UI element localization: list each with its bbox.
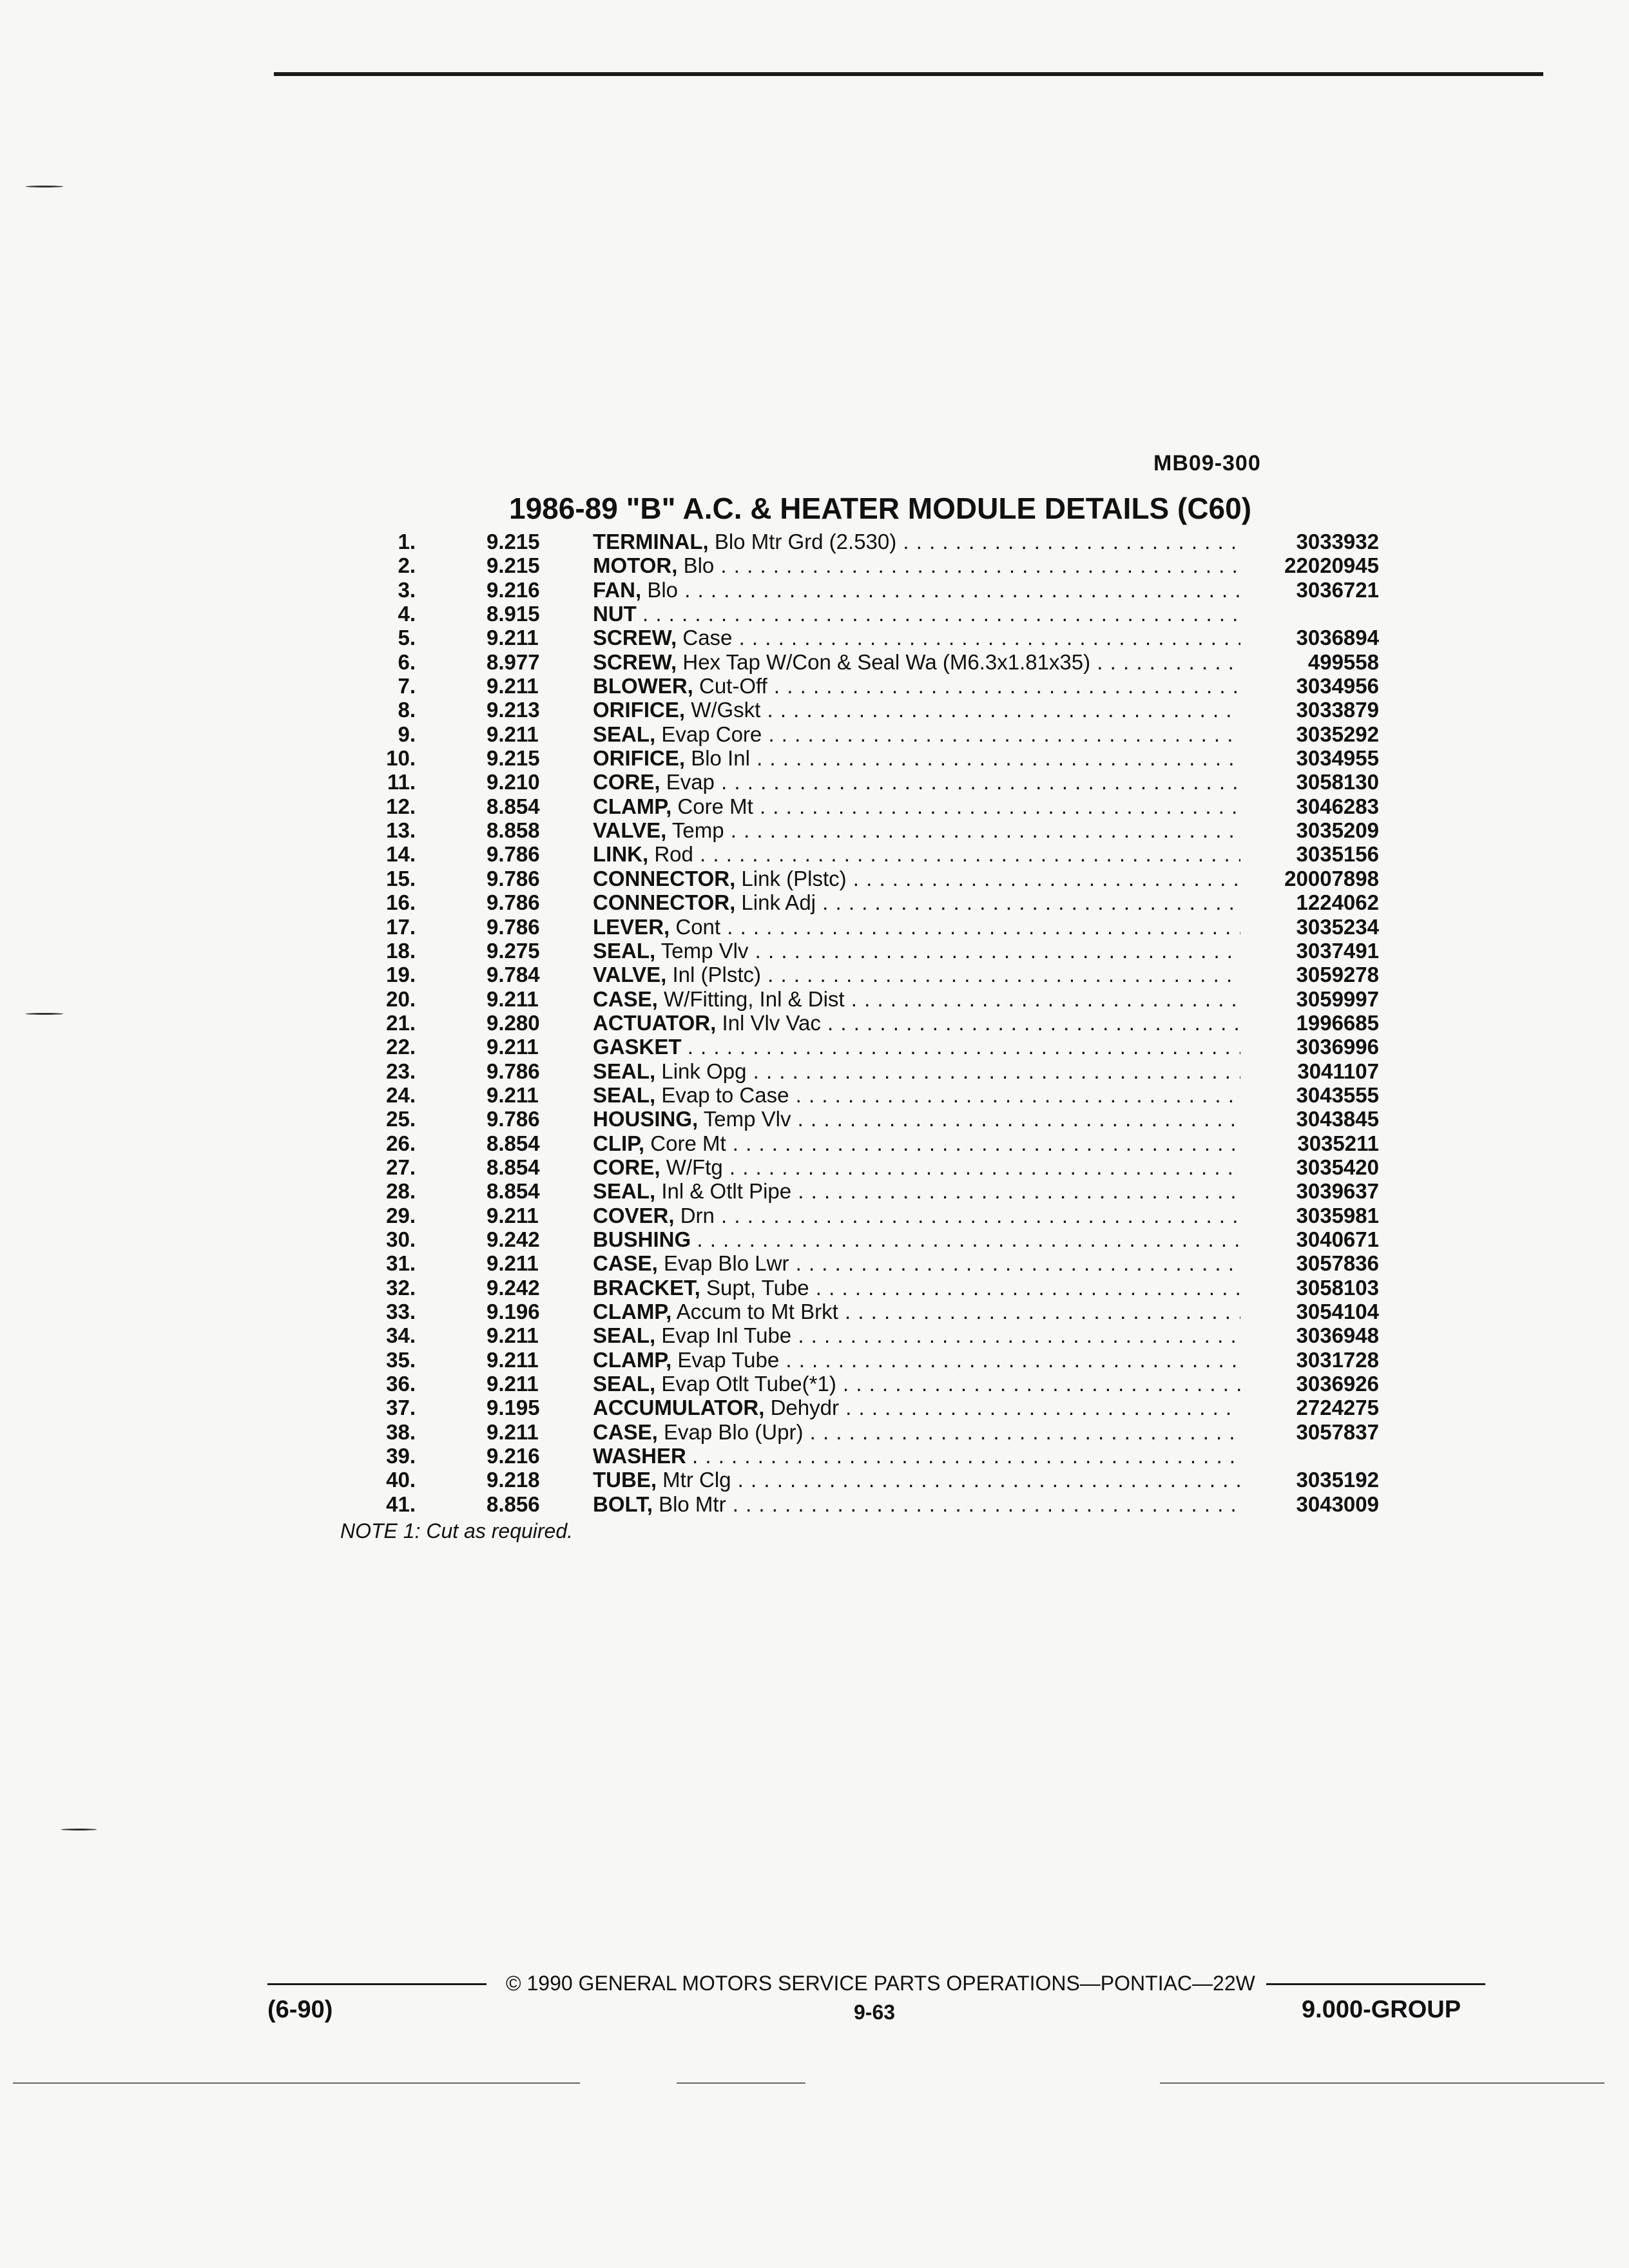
item-number: 7. [398,674,416,698]
item-description [593,746,1240,770]
group-number: 9.218 [487,1468,540,1492]
group-number: 9.211 [487,1082,539,1107]
part-number: 3036996 [1296,1035,1379,1059]
reference-code: MB09-300 [1153,451,1261,476]
item-noun: SCREW, [593,649,677,674]
part-number: 3036721 [1296,577,1379,602]
item-number: 13. [386,818,416,843]
group-number: 9.216 [487,1444,540,1468]
item-description [593,1155,1240,1179]
list-item [335,553,1379,577]
item-description [593,1323,1240,1347]
item-number: 20. [386,986,416,1011]
item-number: 18. [386,938,416,963]
item-noun: SEAL, [593,722,656,746]
copyright-line: © 1990 GENERAL MOTORS SERVICE PARTS OPERATIONS—PONTIAC—22W [506,1972,1255,1995]
part-number: 3059278 [1296,963,1379,987]
item-noun: ORIFICE, [593,698,686,722]
group-number: 8.854 [487,1155,540,1179]
item-detail: Evap Blo Lwr [664,1251,789,1276]
list-item [335,1276,1379,1300]
group-number: 9.211 [487,626,539,650]
item-detail: Blo [647,577,679,602]
bottom-rule-right [1160,2082,1605,2084]
item-description [593,698,1240,722]
part-number: 1224062 [1296,890,1379,915]
item-description [593,1227,1240,1251]
list-item [335,698,1379,722]
item-description [593,770,1240,794]
item-detail: Link (Plstc) [741,866,847,890]
item-noun: SEAL, [593,1082,656,1107]
item-number: 4. [398,602,416,626]
item-number: 36. [386,1372,416,1396]
list-item [335,1323,1379,1347]
item-number: 26. [386,1131,416,1155]
item-noun: CONNECTOR, [593,866,736,890]
list-item [335,530,1379,553]
item-detail: Temp [671,818,724,843]
item-number: 3. [398,577,416,602]
list-item [335,1444,1379,1468]
list-item [335,626,1379,649]
item-description [593,1372,1240,1396]
item-description [593,1107,1240,1131]
list-item [335,794,1379,818]
item-noun: COVER, [593,1203,675,1227]
item-number: 24. [386,1082,416,1107]
item-description [593,794,1240,818]
item-description [593,722,1240,746]
group-number: 9.213 [487,698,540,722]
part-number: 3033932 [1296,530,1379,553]
group-number: 9.786 [487,1107,540,1131]
item-noun: GASKET [593,1035,682,1059]
group-number: 8.854 [487,1179,540,1204]
item-noun: BUSHING [593,1227,691,1251]
part-number: 3035981 [1296,1203,1379,1227]
item-detail: Case [682,626,733,650]
bottom-rule-mid [677,2082,805,2084]
group-label: 9.000-GROUP [1302,1996,1461,2023]
footer-right-rule [1266,1983,1485,1985]
item-number: 19. [386,963,416,987]
item-noun: CLAMP, [593,794,672,818]
list-item [335,1492,1379,1516]
part-number: 3033879 [1296,698,1379,722]
part-number: 2724275 [1296,1396,1379,1420]
item-number: 17. [386,914,416,939]
item-detail: Temp Vlv [703,1107,791,1131]
item-noun: ACCUMULATOR, [593,1396,765,1420]
group-number: 9.275 [487,938,540,963]
item-detail: Evap Tube [677,1347,780,1372]
scan-mark [26,186,63,187]
item-description [593,1348,1240,1372]
item-description [593,1011,1240,1035]
list-item [335,1251,1379,1275]
part-number: 3057836 [1296,1251,1379,1276]
item-noun: SEAL, [593,1179,656,1204]
part-number: 3036926 [1296,1372,1379,1396]
part-number: 3043845 [1296,1107,1379,1131]
part-number: 1996685 [1296,1010,1379,1035]
group-number: 9.784 [487,963,540,987]
group-number: 8.854 [487,1131,540,1155]
item-description [593,1251,1240,1275]
item-description [593,1083,1240,1107]
item-detail: Mtr Clg [662,1468,731,1492]
list-item [335,1011,1379,1035]
part-number: 3037491 [1296,938,1379,963]
group-number: 8.856 [487,1492,540,1516]
item-detail: W/Fitting, Inl & Dist [664,986,845,1011]
item-description [593,602,1240,626]
item-description [593,553,1240,577]
item-noun: BLOWER, [593,674,693,698]
item-noun: CORE, [593,1155,660,1179]
part-number: 3058130 [1296,770,1379,794]
item-description [593,842,1240,866]
part-number: 3057837 [1296,1419,1379,1444]
item-number: 40. [386,1468,416,1492]
item-description [593,1276,1240,1300]
item-noun: TERMINAL, [593,530,709,553]
group-number: 9.195 [487,1396,540,1420]
item-description [593,818,1240,842]
item-number: 2. [398,553,416,578]
group-number: 9.786 [487,842,540,867]
item-detail: Cut-Off [699,674,767,698]
item-detail: Accum to Mt Brkt [676,1300,838,1323]
scan-mark [61,1829,97,1831]
list-item [335,1035,1379,1059]
item-noun: CASE, [593,1251,658,1276]
item-noun: SEAL, [593,1059,656,1083]
part-number: 3054104 [1296,1300,1379,1323]
item-number: 27. [386,1155,416,1179]
item-detail: Evap [666,770,715,794]
group-number: 9.196 [487,1300,540,1323]
part-number: 3035156 [1296,842,1379,867]
group-number: 9.211 [487,1372,539,1396]
part-number: 3043555 [1296,1082,1379,1107]
part-number: 3035211 [1297,1131,1379,1155]
item-detail: Blo Inl [691,746,750,771]
item-noun: ORIFICE, [593,746,686,771]
list-item [335,578,1379,602]
part-number: 499558 [1307,649,1379,674]
item-description [593,1444,1240,1468]
item-noun: NUT [593,602,637,626]
item-number: 29. [386,1203,416,1227]
part-number: 3058103 [1296,1275,1379,1300]
item-noun: CASE, [593,1419,658,1444]
item-noun: FAN, [593,577,642,602]
group-number: 8.915 [487,602,540,626]
item-description [593,1396,1240,1419]
item-detail: Inl & Otlt Pipe [661,1179,792,1204]
item-description [593,1468,1240,1492]
item-number: 11. [387,770,416,794]
item-number: 15. [386,866,416,890]
part-number: 3036894 [1296,626,1379,650]
list-item [335,1131,1379,1155]
item-description [593,530,1240,553]
item-number: 22. [386,1035,416,1059]
list-item [335,1107,1379,1131]
group-number: 9.211 [487,674,539,698]
part-number: 22020945 [1284,553,1379,578]
list-item [335,915,1379,939]
list-item [335,1227,1379,1251]
group-number: 9.211 [487,722,539,746]
part-number: 3031728 [1296,1347,1379,1372]
part-number: 3034956 [1296,674,1379,698]
list-item [335,818,1379,842]
list-item [335,1204,1379,1227]
item-noun: ACTUATOR, [593,1010,717,1035]
list-item [335,722,1379,746]
item-noun: BOLT, [593,1492,653,1516]
list-item [335,770,1379,794]
item-number: 31. [386,1251,416,1276]
list-item [335,1468,1379,1492]
item-detail: Cont [675,914,721,939]
item-detail: Core Mt [650,1131,726,1155]
part-number: 3035209 [1296,818,1379,843]
item-detail: Drn [680,1203,715,1227]
list-item [335,1372,1379,1396]
part-number: 3039637 [1296,1179,1379,1204]
part-number: 3040671 [1296,1227,1379,1251]
item-description [593,963,1240,986]
item-number: 6. [398,649,416,674]
list-item [335,1348,1379,1372]
page-title: 1986-89 "B" A.C. & HEATER MODULE DETAILS (C60) [509,492,1252,525]
item-detail: Evap Otlt Tube(*1) [661,1372,836,1396]
group-number: 8.858 [487,818,540,843]
item-number: 37. [386,1396,416,1420]
list-item [335,890,1379,914]
part-number: 3043009 [1296,1492,1379,1516]
item-number: 38. [386,1419,416,1444]
list-item [335,1179,1379,1203]
item-detail: Link Opg [661,1059,747,1083]
item-detail: Rod [654,842,693,867]
item-number: 10. [386,746,416,771]
item-description [593,890,1240,914]
item-description [593,915,1240,939]
item-number: 8. [398,698,416,722]
item-number: 16. [386,890,416,915]
item-number: 12. [386,794,416,818]
item-detail: Blo [683,553,715,578]
item-noun: SEAL, [593,1323,656,1348]
group-number: 9.215 [487,530,540,553]
list-item [335,650,1379,674]
part-number: 3035292 [1296,722,1379,746]
item-noun: LEVER, [593,914,670,939]
group-number: 9.786 [487,866,540,890]
group-number: 9.242 [487,1227,540,1251]
list-item [335,1396,1379,1419]
part-number: 3059997 [1296,986,1379,1011]
item-detail: Core Mt [677,794,753,818]
item-noun: HOUSING, [593,1107,699,1131]
item-description [593,1420,1240,1444]
footer-left-rule [267,1983,487,1985]
item-number: 39. [386,1444,416,1468]
scan-mark [26,1013,63,1015]
group-number: 9.216 [487,577,540,602]
item-noun: SEAL, [593,938,656,963]
parts-list [335,530,1379,1516]
item-number: 28. [386,1179,416,1204]
item-number: 34. [386,1323,416,1348]
item-noun: VALVE, [593,818,667,843]
item-detail: Inl Vlv Vac [722,1010,821,1035]
list-item [335,1083,1379,1107]
part-number: 3034955 [1296,746,1379,771]
item-detail: Blo Mtr [659,1492,726,1516]
group-number: 9.210 [487,770,540,794]
item-number: 41. [386,1492,416,1516]
item-description [593,650,1240,674]
list-item [335,1059,1379,1083]
group-number: 9.211 [487,1419,539,1444]
part-number: 3046283 [1296,794,1379,818]
item-description [593,987,1240,1011]
group-number: 9.211 [487,1251,539,1276]
item-noun: SCREW, [593,626,677,650]
group-number: 9.211 [487,1323,539,1348]
list-item [335,963,1379,986]
item-description [593,939,1240,963]
group-number: 9.786 [487,914,540,939]
part-number: 3041107 [1297,1059,1379,1083]
group-number: 9.242 [487,1275,540,1300]
list-item [335,1300,1379,1323]
item-number: 33. [386,1300,416,1323]
item-detail: Inl (Plstc) [672,963,761,987]
list-item [335,1155,1379,1179]
item-number: 32. [386,1275,416,1300]
part-number: 3036948 [1296,1323,1379,1348]
group-number: 8.977 [487,649,540,674]
item-detail: W/Ftg [666,1155,723,1179]
item-noun: CORE, [593,770,660,794]
item-detail: Evap Core [661,722,762,746]
item-noun: TUBE, [593,1468,657,1492]
list-item [335,674,1379,698]
item-noun: SEAL, [593,1372,656,1396]
item-detail: Link Adj [741,890,816,915]
item-description [593,626,1240,649]
item-noun: CLAMP, [593,1347,672,1372]
list-item [335,1420,1379,1444]
part-number: 3035234 [1296,914,1379,939]
item-description [593,1059,1240,1083]
group-number: 9.211 [487,1203,539,1227]
bottom-rule-left [13,2082,580,2084]
part-number: 20007898 [1284,866,1379,890]
group-number: 9.215 [487,746,540,771]
revision-date: (6-90) [267,1996,333,2023]
item-number: 5. [398,626,416,650]
item-number: 25. [386,1107,416,1131]
item-noun: CASE, [593,986,658,1011]
item-detail: Dehydr [770,1396,839,1420]
item-number: 21. [386,1010,416,1035]
item-detail: Evap to Case [661,1082,789,1107]
item-detail: Evap Blo (Upr) [664,1419,804,1444]
group-number: 9.786 [487,1059,540,1083]
item-description [593,1492,1240,1516]
item-noun: CLIP, [593,1131,645,1155]
item-number: 30. [386,1227,416,1251]
item-noun: CLAMP, [593,1300,672,1323]
item-detail: Blo Mtr Grd (2.530) [714,530,897,553]
item-detail: Temp Vlv [660,938,749,963]
item-number: 1. [398,530,416,553]
item-description [593,1204,1240,1227]
group-number: 9.280 [487,1010,540,1035]
item-description [593,1179,1240,1203]
part-number: 3035420 [1296,1155,1379,1179]
item-description [593,1131,1240,1155]
part-number: 3035192 [1296,1468,1379,1492]
item-number: 14. [386,842,416,867]
item-detail: Hex Tap W/Con & Seal Wa (M6.3x1.81x35) [682,649,1091,674]
top-rule [274,72,1543,76]
item-noun: BRACKET, [593,1275,700,1300]
list-item [335,842,1379,866]
item-detail: W/Gskt [691,698,761,722]
group-number: 9.211 [487,1035,539,1059]
group-number: 8.854 [487,794,540,818]
list-item [335,746,1379,770]
page-number: 9-63 [854,2001,896,2024]
item-description [593,578,1240,602]
list-item [335,602,1379,626]
item-number: 23. [386,1059,416,1083]
item-noun: LINK, [593,842,649,867]
item-description [593,1035,1240,1059]
list-item [335,987,1379,1011]
item-noun: WASHER [593,1444,686,1468]
item-number: 9. [398,722,416,746]
group-number: 9.215 [487,553,540,578]
list-item [335,867,1379,890]
item-detail: Supt, Tube [706,1275,809,1300]
group-number: 9.211 [487,1347,539,1372]
item-description [593,1300,1240,1323]
item-number: 35. [386,1347,416,1372]
item-description [593,867,1240,890]
item-noun: CONNECTOR, [593,890,736,915]
item-noun: MOTOR, [593,553,678,578]
item-noun: VALVE, [593,963,667,987]
item-detail: Evap Inl Tube [661,1323,792,1348]
list-item [335,939,1379,963]
group-number: 9.786 [487,890,540,915]
group-number: 9.211 [487,986,539,1011]
item-description [593,674,1240,698]
footnote: NOTE 1: Cut as required. [340,1519,574,1542]
